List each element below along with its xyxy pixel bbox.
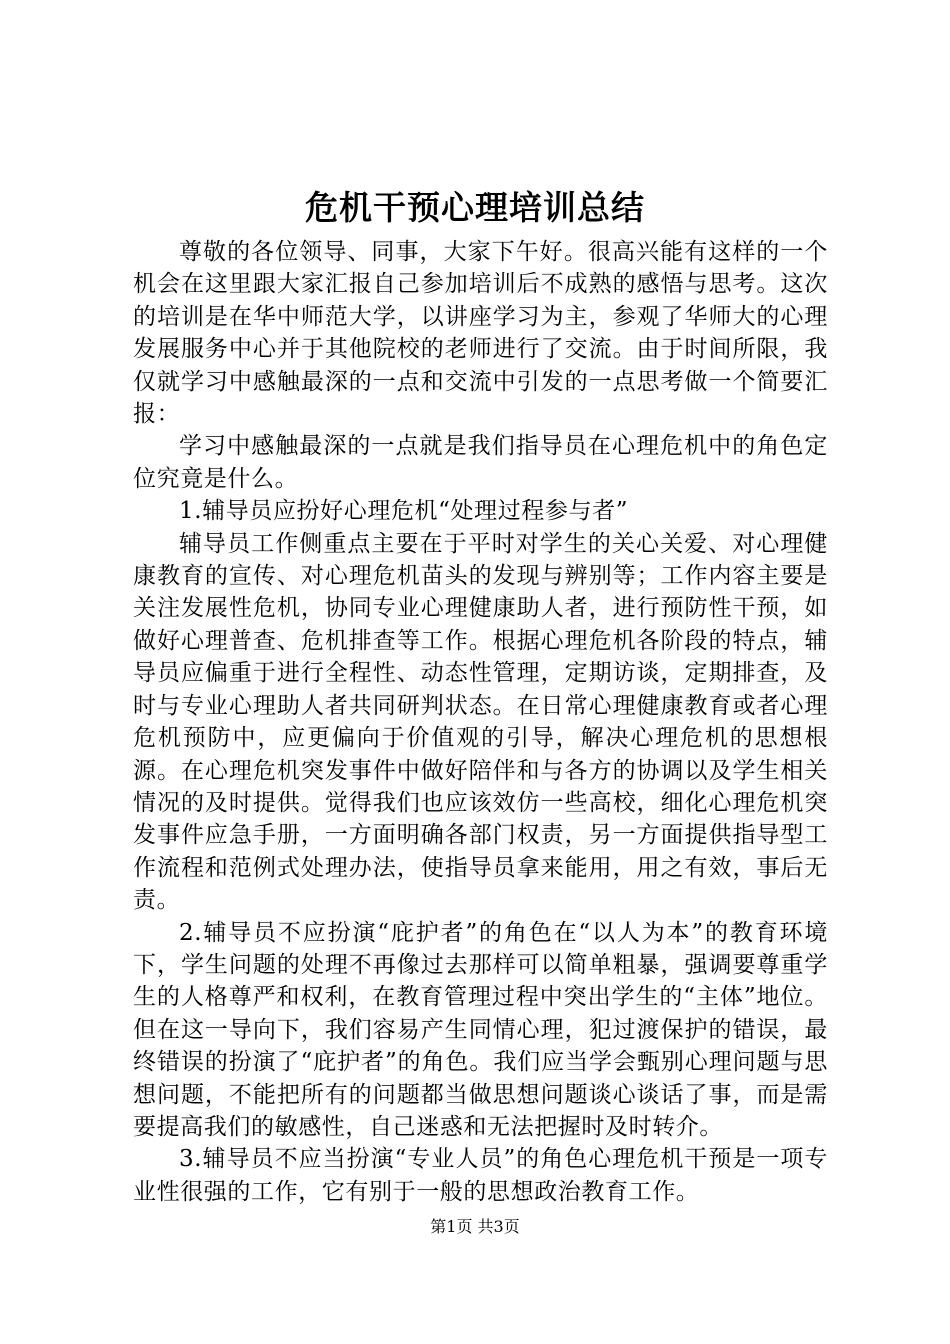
paragraph-intro: 尊敬的各位领导、同事，大家下午好。很高兴能有这样的一个机会在这里跟大家汇报自己参加培训后不成熟的感悟与思考。这次的培训是在华中师范大学，以讲座学习为主，参观了华师大的心理发展服务中心并于其他院校的老师进行了交流。由于时间所限，我仅就学习中感触最深的一点和交流中引发的一点思考做一个简要汇报： bbox=[133, 239, 828, 428]
paragraph-point-2: 2.辅导员不应扮演“庇护者”的角色在“以人为本”的教育环境下，学生问题的处理不再像过去那样可以简单粗暴，强调要尊重学生的人格尊严和权利，在教育管理过程中突出学生的“主体”地位。但在这一导向下，我们容易产生同情心理，犯过渡保护的错误，最终错误的扮演了“庇护者”的角色。我们应当学会甄别心理问题与思想问题，不能把所有的问题都当做思想问题谈心谈话了事，而是需要提高我们的敏感性，自己迷惑和无法把握时及时转介。 bbox=[133, 919, 828, 1140]
document-body bbox=[133, 236, 828, 1208]
page-number-footer: 第1页 共3页 bbox=[430, 1217, 520, 1236]
document-title: 危机干预心理培训总结 bbox=[305, 188, 645, 227]
paragraph-point-3: 3.辅导员不应当扮演“专业人员”的角色心理危机干预是一项专业性很强的工作，它有别于一般的思想政治教育工作。 bbox=[133, 1146, 828, 1205]
paragraph-key-insight: 学习中感触最深的一点就是我们指导员在心理危机中的角色定位究竟是什么。 bbox=[133, 433, 828, 492]
paragraph-point-1-detail: 辅导员工作侧重点主要在于平时对学生的关心关爱、对心理健康教育的宣传、对心理危机苗头的发现与辨别等；工作内容主要是关注发展性危机，协同专业心理健康助人者，进行预防性干预，如做好心理普查、危机排查等工作。根据心理危机各阶段的特点，辅导员应偏重于进行全程性、动态性管理，定期访谈，定期排查，及时与专业心理助人者共同研判状态。在日常心理健康教育或者心理危机预防中，应更偏向于价值观的引导，解决心理危机的思想根源。在心理危机突发事件中做好陪伴和与各方的协调以及学生相关情况的及时提供。觉得我们也应该效仿一些高校，细化心理危机突发事件应急手册，一方面明确各部门权责，另一方面提供指导型工作流程和范例式处理办法，使指导员拿来能用，用之有效，事后无责。 bbox=[133, 530, 828, 914]
heading-point-1: 1.辅导员应扮好心理危机“处理过程参与者” bbox=[179, 498, 629, 525]
